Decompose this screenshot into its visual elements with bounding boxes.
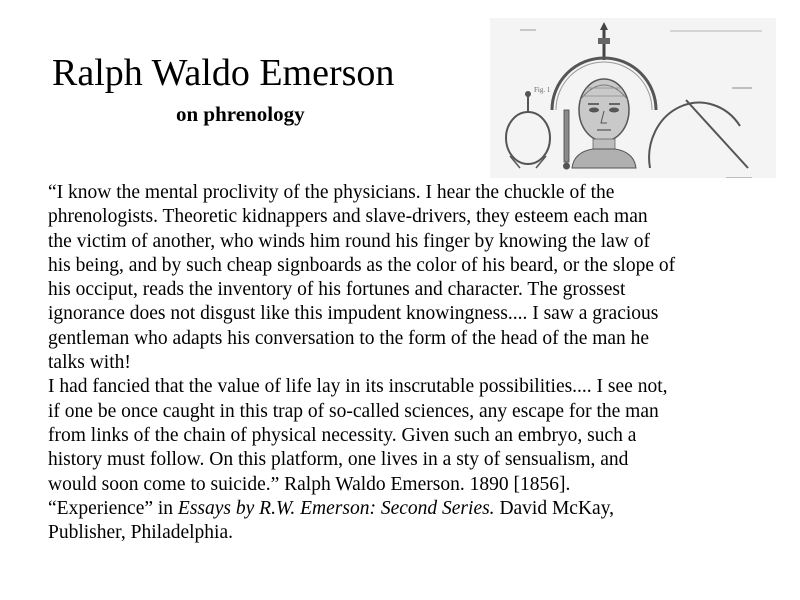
citation xyxy=(48,497,768,546)
figure-label: Fig. 1 xyxy=(534,86,551,94)
citation-prefix: “Experience” in xyxy=(48,497,178,519)
citation-book-title: Essays by R.W. Emerson: Second Series. xyxy=(177,497,495,519)
slide-subtitle: on phrenology xyxy=(176,102,305,126)
quote-block xyxy=(48,181,768,545)
citation-publisher: David McKay, Publisher, Philadelphia. xyxy=(48,497,615,544)
phrenology-head-and-calipers-engraving-icon xyxy=(490,18,776,178)
quote-paragraph-1: “I know the mental proclivity of the physicians. I hear the chuckle of the phrenologists. Theoretic kidnappers and slave-drivers, they esteem each man the victim of another, who winds him round his finger by knowing the law of his being, and by such cheap signboards as the color of his beard, or the slope of his occiput, reads the inventory of his fortunes and character. The grossest ignorance does not disgust like this impudent knowingness.... I saw a gracious gentleman who adapts his conversation to the form of the head of the man he talks with! xyxy=(48,182,676,374)
quote-paragraph-2: I had fancied that the value of life lay in its inscrutable possibilities.... I see not, if one be once caught in this trap of so-called sciences, any escape for the man from links of the chain of physical necessity. Given such an embryo, such a history must follow. On this platform, one lives in a sty of sensualism, and would soon come to suicide.” Ralph Waldo Emerson. 1890 [1856]. xyxy=(48,376,668,495)
phrenology-engraving-image xyxy=(490,18,776,178)
slide-title: Ralph Waldo Emerson xyxy=(52,52,395,94)
